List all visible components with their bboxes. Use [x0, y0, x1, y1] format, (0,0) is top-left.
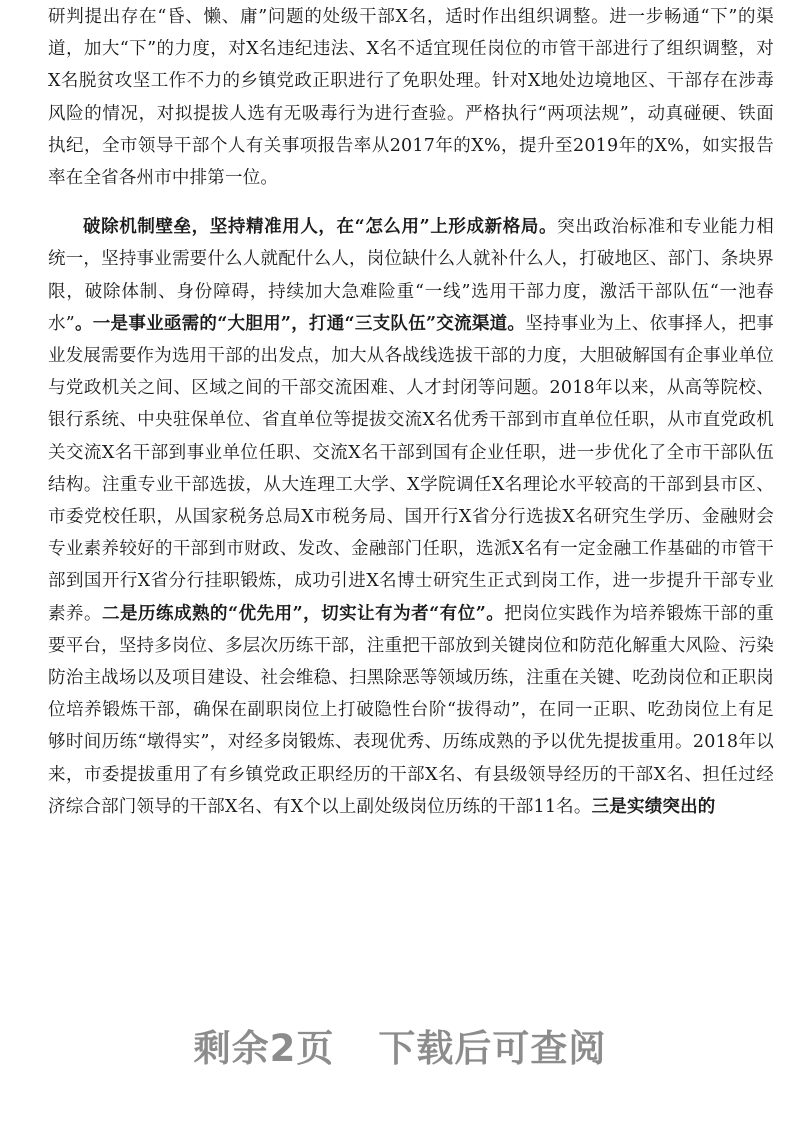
paragraph-2 [48, 211, 774, 823]
heading-lead: 破除机制壁垒，坚持精准用人，在“怎么用”上形成新格局。 [83, 217, 558, 238]
download-banner[interactable] [0, 1018, 800, 1072]
remaining-pages-text: 剩余2页 [193, 1027, 335, 1070]
paragraph-1: 研判提出存在“昏、懒、庸”问题的处级干部X名，适时作出组织调整。进一步畅通“下”的渠道，加大“下”的力度，对X名违纪违法、X名不适宜现任岗位的市管干部进行了组织调整，对X名脱贫攻坚工作不力的乡镇党政正职进行了免职处理。针对X地处边境地区、干部存在涉毒风险的情况，对拟提拔人选有无吸毒行为进行查验。严格执行“两项法规”，动真碰硬、铁面执纪，全市领导干部个人有关事项报告率从2017年的X%，提升至2019年的X%，如实报告率在全省各州市中排第一位。 [48, 7, 774, 189]
paragraph-2-text-c: 坚持事业为上、依事择人，把事业发展需要作为选用干部的出发点，加大从各战线选拔干部的力度，大胆破解国有企事业单位与党政机关之间、区域之间的干部交流困难、人才封闭等问题。2018年以来，从高等院校、银行系统、中央驻保单位、省直单位等提拔交流X名优秀干部到市直单位任职，从市直党政机关交流X名干部到事业单位任职、交流X名干部到国有企业任职，进一步优化了全市干部队伍结构。注重专业干部选拔，从大连理工大学、X学院调任X名理论水平较高的干部到县市区、市委党校任职，从国家税务总局X市税务局、国开行X省分行选拔X名研究生学历、金融财会专业素养较好的干部到市财政、发改、金融部门任职，选派X名有一定金融工作基础的市管干部到国开行X省分行挂职锻炼，成功引进X名博士研究生正式到岗工作，进一步提升干部专业素养。 [48, 313, 774, 624]
point-two-heading: 二是历练成熟的“优先用”，切实让有为者“有位”。 [102, 603, 505, 624]
paragraph-2-text-e: 把岗位实践作为培养锻炼干部的重要平台，坚持多岗位、多层次历练干部，注重把干部放到关键岗位和防范化解重大风险、污染防治主战场以及项目建设、社会维稳、扫黑除恶等领域历练，注重在关键、吃劲岗位和正职岗位培养锻炼干部，确保在副职岗位上打破隐性台阶“拔得动”，在同一正职、吃劲岗位上有足够时间历练“墩得实”，对经多岗锻炼、表现优秀、历练成熟的予以优先提拔重用。2018年以来，市委提拔重用了有乡镇党政正职经历的干部X名、有县级领导经历的干部X名、担任过经济综合部门领导的干部X名、有X个以上副处级岗位历练的干部11名。 [48, 603, 775, 817]
document-page [48, 0, 774, 823]
point-three-heading: 三是实绩突出的 [591, 796, 716, 817]
point-one-heading: 。一是事业亟需的“大胆用”，打通“三支队伍”交流渠道。 [74, 313, 526, 334]
paragraph-2-text-a: 突出政治标准和专业能力相统一，坚持事业需要什么人就配什么人，岗位缺什么人就补什么人，打破地区、部门、条块界限，破除体制、身份障碍，持续加大急难险重“一线”选用干部力度，激活干部队伍“一池春水” [48, 217, 774, 334]
download-to-view-text: 下载后可查阅 [378, 1027, 607, 1070]
